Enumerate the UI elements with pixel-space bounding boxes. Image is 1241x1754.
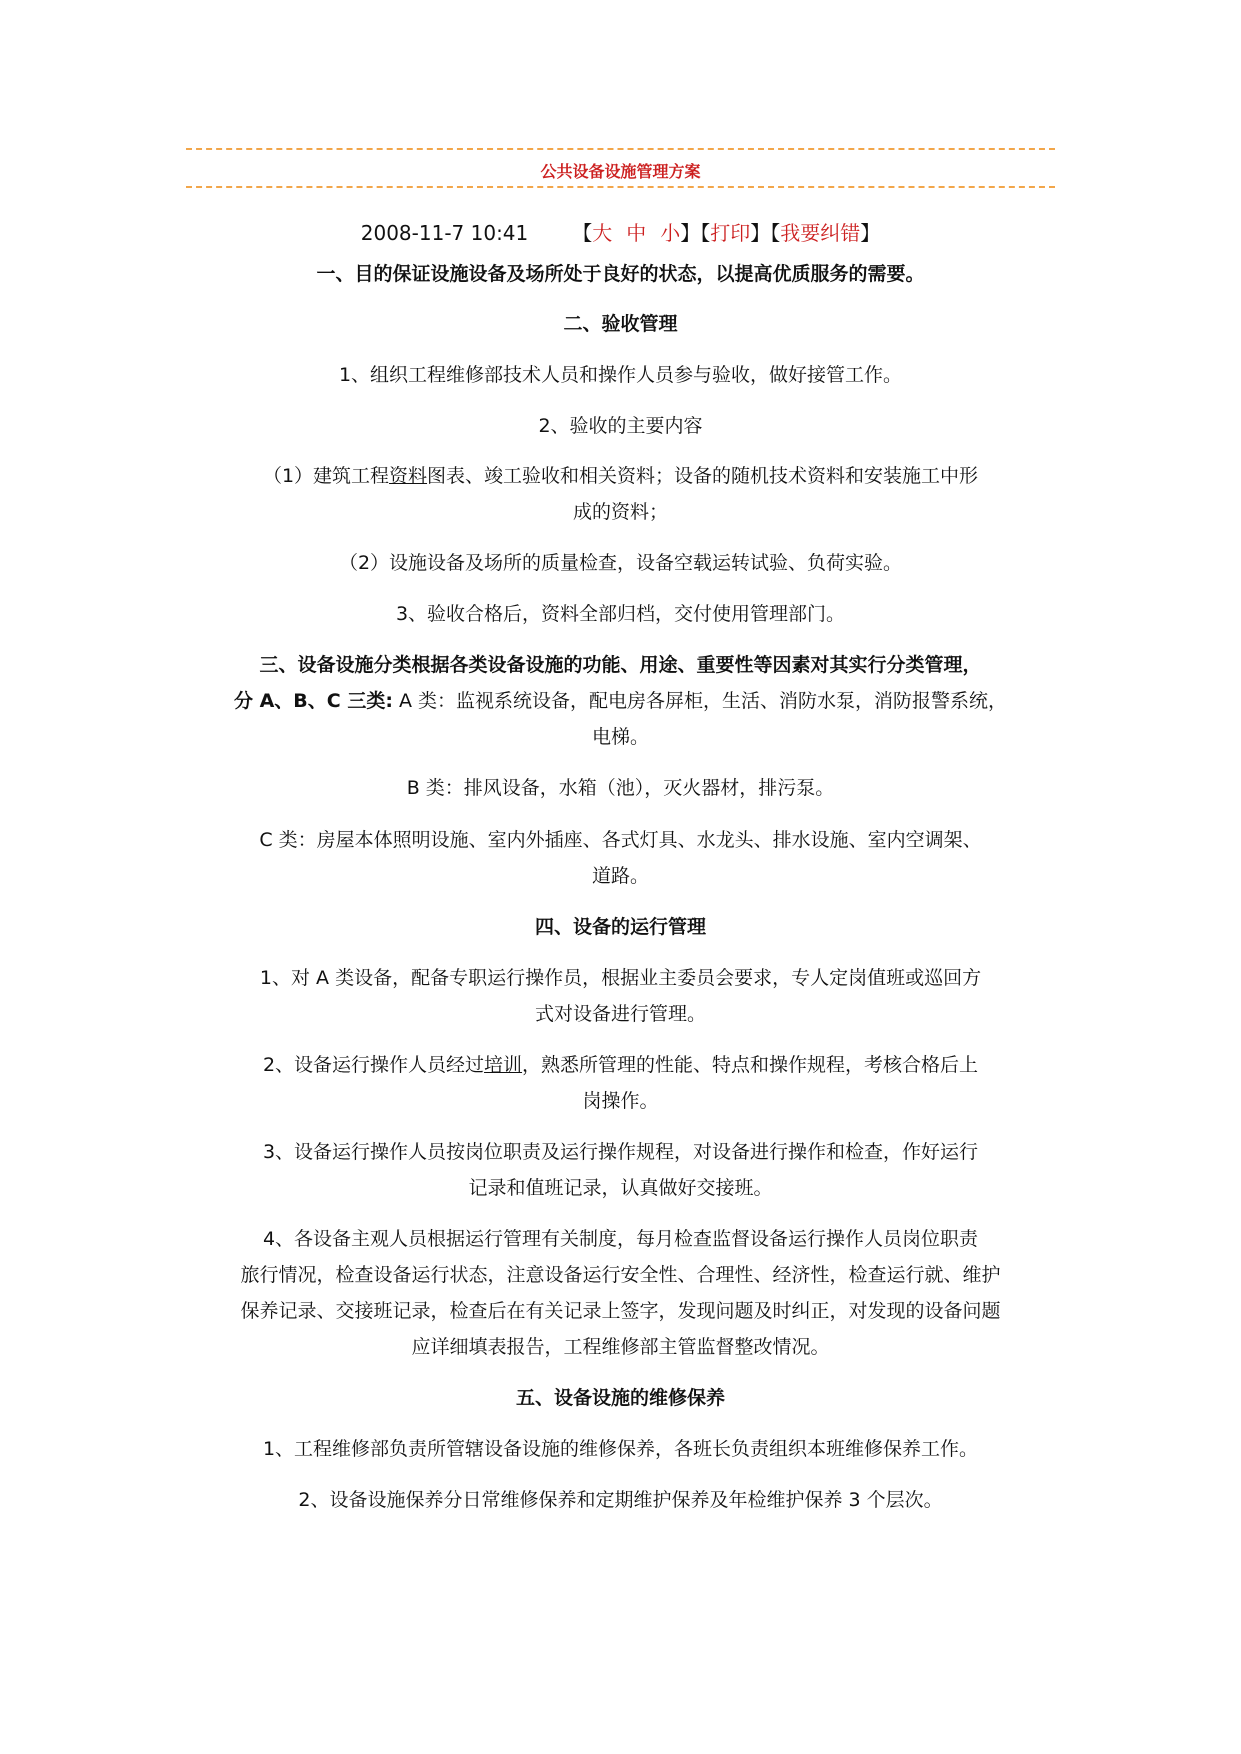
bracket-close: 】 bbox=[750, 221, 771, 245]
paragraph: 1、组织工程维修部技术人员和操作人员参与验收，做好接管工作。 bbox=[338, 364, 903, 386]
section-4-heading: 四、设备的运行管理 bbox=[534, 916, 706, 938]
bracket-open: 【 bbox=[770, 221, 781, 245]
font-size-medium-link[interactable]: 中 bbox=[626, 221, 647, 245]
paragraph-text: 图表、竣工验收和相关资料；设备的随机技术资料和安装施工中形 bbox=[427, 465, 979, 487]
bracket-close: 】 bbox=[860, 221, 881, 245]
paragraph: 保养记录、交接班记录，检查后在有关记录上签字，发现问题及时纠正，对发现的设备问题 bbox=[240, 1300, 1001, 1322]
paragraph: 1、工程维修部负责所管辖设备设施的维修保养，各班长负责组织本班维修保养工作。 bbox=[262, 1438, 979, 1460]
section-2-heading: 二、验收管理 bbox=[563, 313, 678, 335]
publish-datetime: 2008-11-7 10:41 bbox=[360, 221, 529, 245]
paragraph: 4、各设备主观人员根据运行管理有关制度，每月检查监督设备运行操作人员岗位职责 bbox=[262, 1228, 979, 1250]
paragraph: 3、设备运行操作人员按岗位职责及运行操作规程，对设备进行操作和检查，作好运行 bbox=[262, 1141, 979, 1163]
paragraph: （2）设施设备及场所的质量检查，设备空载运转试验、负荷实验。 bbox=[338, 552, 903, 574]
article-meta bbox=[186, 218, 1055, 248]
top-dashed-divider bbox=[186, 148, 1055, 150]
paragraph: 1、对 A 类设备，配备专职运行操作员，根据业主委员会要求，专人定岗值班或巡回方 bbox=[259, 967, 982, 989]
training-link[interactable]: 培训 bbox=[484, 1054, 523, 1076]
paragraph: 电梯。 bbox=[591, 726, 649, 748]
paragraph: 成的资料； bbox=[572, 501, 668, 523]
paragraph: 旅行情况，检查设备运行状态，注意设备运行安全性、合理性、经济性，检查运行就、维护 bbox=[240, 1264, 1001, 1286]
paragraph-text: （1）建筑工程 bbox=[262, 465, 390, 487]
bottom-dashed-divider bbox=[186, 186, 1055, 188]
section-5-heading: 五、设备设施的维修保养 bbox=[515, 1387, 725, 1409]
paragraph: 3、验收合格后，资料全部归档，交付使用管理部门。 bbox=[395, 603, 846, 625]
paragraph: 应详细填表报告，工程维修部主管监督整改情况。 bbox=[411, 1336, 830, 1358]
print-link[interactable]: 打印 bbox=[710, 221, 751, 245]
section-1-purpose: 一、目的保证设施设备及场所处于良好的状态，以提高优质服务的需要。 bbox=[316, 263, 925, 285]
font-size-large-link[interactable]: 大 bbox=[592, 221, 613, 245]
paragraph bbox=[186, 458, 1055, 494]
paragraph: 2、设备设施保养分日常维修保养和定期维护保养及年检维护保养 3 个层次。 bbox=[298, 1489, 943, 1511]
paragraph: 岗操作。 bbox=[582, 1090, 659, 1112]
report-error-link[interactable]: 我要纠错 bbox=[780, 221, 861, 245]
paragraph bbox=[186, 683, 1055, 719]
paragraph-text: A 类：监视系统设备，配电房各屏柜，生活、消防水泵，消防报警系统， bbox=[392, 690, 1008, 712]
section-3-heading: 三、设备设施分类根据各类设备设施的功能、用途、重要性等因素对其实行分类管理， bbox=[259, 654, 982, 676]
paragraph: 式对设备进行管理。 bbox=[534, 1003, 706, 1025]
materials-link[interactable]: 资料 bbox=[389, 465, 428, 487]
paragraph-text: ，熟悉所管理的性能、特点和操作规程，考核合格后上 bbox=[522, 1054, 979, 1076]
paragraph: C 类：房屋本体照明设施、室内外插座、各式灯具、水龙头、排水设施、室内空调架、 bbox=[259, 829, 982, 851]
paragraph-bold-text: 分 A、B、C 三类: bbox=[233, 690, 393, 712]
font-size-small-link[interactable]: 小 bbox=[660, 221, 681, 245]
paragraph bbox=[186, 1047, 1055, 1083]
paragraph-text: 2、设备运行操作人员经过 bbox=[262, 1054, 485, 1076]
paragraph: 道路。 bbox=[591, 865, 649, 887]
article-title: 公共设备设施管理方案 bbox=[540, 162, 701, 181]
paragraph: 2、验收的主要内容 bbox=[538, 415, 703, 437]
bracket-close: 】 bbox=[680, 221, 701, 245]
bracket-open: 【 bbox=[572, 221, 593, 245]
paragraph: 记录和值班记录，认真做好交接班。 bbox=[468, 1177, 773, 1199]
bracket-open: 【 bbox=[700, 221, 711, 245]
paragraph: B 类：排风设备，水箱（池），灭火器材，排污泵。 bbox=[406, 777, 835, 799]
